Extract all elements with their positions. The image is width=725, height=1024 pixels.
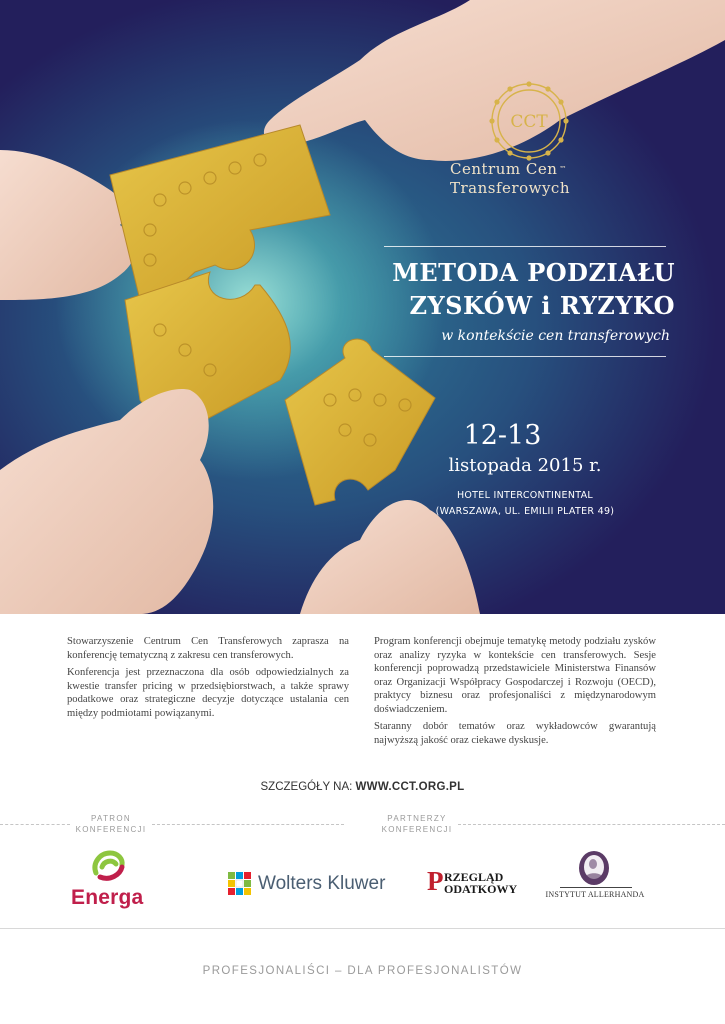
- przeglad-line2: ODATKOWY: [444, 882, 518, 896]
- intro-paragraph: Stowarzyszenie Centrum Cen Transferowych zaprasza na konferencję tematyczną z zakresu cen transferowych.: [67, 636, 349, 661]
- brand-line2: Transferowych: [450, 179, 570, 197]
- title-line2: ZYSKÓW i RYZYKO: [409, 291, 675, 320]
- partners-divider-right: [458, 824, 725, 825]
- logo-monogram: CCT: [510, 112, 548, 132]
- event-subtitle: w kontekście cen transferowych: [441, 328, 670, 344]
- hand-bottom-left: [0, 389, 213, 614]
- przeglad-line1: RZEGLĄD: [444, 870, 504, 884]
- przeglad-initial: P: [427, 866, 444, 896]
- patron-label: [72, 813, 150, 835]
- title-line1: METODA PODZIAŁU: [392, 258, 675, 287]
- hand-left: [0, 150, 135, 300]
- energa-logo-icon: [88, 845, 128, 885]
- quality-paragraph: Staranny dobór tematów oraz wykładowców gwarantują najwyższą jakość oraz ciekawe dyskusje.: [374, 721, 656, 746]
- patron-divider-right: [152, 824, 344, 825]
- allerhand-underline: [560, 887, 632, 888]
- cct-logo-icon: [486, 78, 572, 164]
- title-bottom-rule: [384, 356, 666, 357]
- footer-tagline: PROFESJONALIŚCI – DLA PROFESJONALISTÓW: [202, 965, 523, 977]
- partners-label-line2: KONFERENCJI: [381, 825, 453, 834]
- program-paragraph: Program konferencji obejmuje tematykę metody podziału zysków oraz analizy ryzyka w kontekście cen transferowych. Sesje konferencji poprowadzą przedstawiciele Ministerstwa Finansów oraz Organizacji Współpracy Gospodarczej i Rozwoju (OECD), praktycy biznesu oraz profesjonaliści z międzynarodowym doświadczeniem.: [374, 636, 656, 715]
- brand-line1: Centrum Cen: [450, 160, 558, 178]
- trademark: ™: [559, 165, 567, 173]
- venue-line2: (WARSZAWA, UL. EMILII PLATER 49): [435, 506, 615, 517]
- audience-paragraph: Konferencja jest przeznaczona dla osób odpowiedzialnych za kwestie transfer pricing w przedsiębiorstwach, a także sprawy podatkowe oraz strategiczne decyzje dotyczące ustalania cen między podmiotami powiązanymi.: [67, 667, 349, 719]
- details-label: SZCZEGÓŁY NA:: [260, 781, 353, 793]
- allerhand-logo-text: INSTYTUT ALLERHANDA: [545, 890, 645, 899]
- allerhand-portrait-icon: [576, 850, 612, 890]
- footer-divider: [0, 928, 725, 929]
- partners-label: [378, 813, 456, 835]
- patron-label-line2: KONFERENCJI: [75, 825, 147, 834]
- patron-divider-left: [0, 824, 70, 825]
- brand-name: [450, 160, 630, 198]
- intro-column-right: [374, 635, 656, 751]
- venue-line1: HOTEL INTERCONTINENTAL: [456, 490, 594, 501]
- intro-column-left: [67, 635, 349, 724]
- event-title: [375, 256, 675, 322]
- partners-label-line1: PARTNERZY: [387, 814, 447, 823]
- event-venue: [430, 488, 620, 520]
- event-month: listopada 2015 r.: [448, 455, 602, 476]
- details-url-link[interactable]: WWW.CCT.ORG.PL: [355, 781, 465, 793]
- wolters-kluwer-logo-icon: [228, 872, 252, 896]
- event-days: 12-13: [463, 420, 542, 451]
- puzzle-piece-right: [285, 339, 435, 505]
- patron-label-line1: PATRON: [91, 814, 131, 823]
- title-top-rule: [384, 246, 666, 247]
- puzzle-piece-top: [110, 125, 330, 300]
- wolters-kluwer-logo-text: Wolters Kluwer: [258, 873, 386, 894]
- energa-logo-text: Energa: [71, 886, 144, 909]
- details-line: [0, 781, 725, 793]
